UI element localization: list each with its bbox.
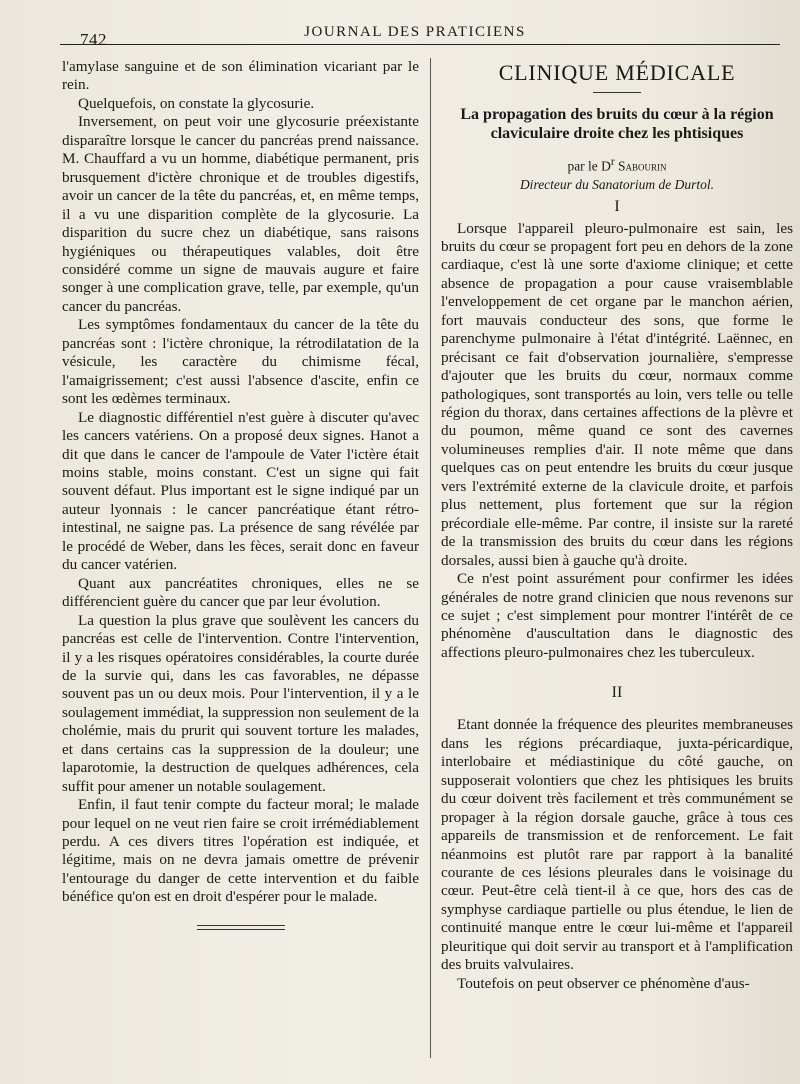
heading-rule: [593, 92, 641, 93]
article-end-rule: [197, 925, 285, 930]
section-number-2: II: [611, 684, 623, 702]
section-heading: CLINIQUE MÉDICALE: [498, 60, 736, 85]
paragraph: Le diagnostic différentiel n'est guère à discuter qu'avec les cancers vatériens. On a proposé deux signes. Hanot a dit que dans le cancer de l'ampoule de Vater l'ictère était moins stable, moins constant. C'est un signe qui fait souvent défaut. Plus important est le signe indiqué par un auteur lyonnais : le cancer pancréatique étant rétro-intestinal, ne saigne pas. La présence de sang révélée par le procédé de Weber, dans les fèces, serait donc en faveur du cancer vatérien.: [62, 408, 419, 574]
paragraph: La question la plus grave que soulèvent les cancers du pancréas est celle de l'intervention. Contre l'intervention, il y a les risques opératoires considérables, la courte durée de la survie qui, dans les cas favorables, ne dépasse souvent pas un ou deux mois. Pour l'intervention, il y a le soulagement immédiat, la suppression non seulement de la cholémie, mais du prurit qui souvent torture les malades, et dans certains cas la suppression de la douleur; une laparotomie, la destruction de quelques adhérences, cela suffit pour amener un notable soulagement.: [62, 611, 419, 795]
left-column: [62, 58, 419, 930]
author-line: [441, 153, 793, 176]
column-divider: [430, 58, 431, 1058]
author-prefix: par le D: [567, 158, 611, 174]
section-gap: [441, 706, 793, 716]
header-rule: [60, 44, 780, 45]
article-title: La propagation des bruits du cœur à la région claviculaire droite chez les phtisiques: [460, 106, 774, 142]
journal-title: JOURNAL DES PRATICIENS: [304, 24, 526, 40]
paragraph: Lorsque l'appareil pleuro-pulmonaire est sain, les bruits du cœur se propagent fort peu en dehors de la zone cardiaque, c'est là une sorte d'axiome clinique; et cette absence de propagation a pour cause vraisemblable l'enveloppement de cet organe par le manchon aérien, fort mauvais conducteur des sons, que forme le parenchyme pulmonaire à l'état d'intégrité. Laënnec, en précisant ce fait d'observation journalière, s'empresse d'ajouter que les bruits du cœur, normaux comme pathologiques, sont transportés au loin, vers telle ou telle région du thorax, dans certaines affections de la plèvre et du poumon, même quand ce sont des cavernes volumineuses remplies d'air. Il note même que dans quelques cas on peut entendre les bruits du cœur jusque vers l'extrémité externe de la clavicule droite, et parfois plus nettement, plus fortement que sur la région précordiale elle-même. Par contre, il insiste sur la rareté de la transmission des bruits du cœur dans les régions dorsales, aussi bien à gauche qu'à droite.: [441, 219, 793, 569]
paragraph: Enfin, il faut tenir compte du facteur moral; le malade pour lequel on ne veut rien faire se croit irrémédiablement perdu. A ces divers titres l'opération est indiquée, et légitime, mais on ne devra jamais omettre de prévenir l'entourage du danger de cette intervention et du faible bénéfice qu'on est en droit d'espérer pour le malade.: [62, 796, 419, 906]
section-number-1: I: [614, 197, 620, 215]
section-gap: [441, 662, 793, 680]
paragraph: Toutefois on peut observer ce phénomène d'aus-: [457, 974, 750, 992]
author-affiliation: Directeur du Sanatorium de Durtol.: [519, 176, 715, 192]
paragraph: Etant donnée la fréquence des pleurites membraneuses dans les régions précardiaque, juxta-péricardique, interlobaire et médiastinique du côté gauche, on supposerait volontiers que chez les phtisiques les bruits du cœur doivent très facilement et très communément se propager à la région dorsale gauche, grâce à tous ces appareils de transmission et de renforcement. Le fait néanmoins est plutôt rare par rapport à la banalité courante de ces lésions pleurales dans le voisinage du cœur. Peut-être celà tient-il à ce que, hors des cas de symphyse cardiaque partielle ou plus étendue, le lien de continuité manque entre le cœur lui-même et l'appareil pleuritique qui doit servir au transport et à l'amplification des bruits valvulaires.: [441, 716, 793, 974]
running-head: [60, 18, 770, 49]
right-column: [441, 58, 793, 993]
page-number: 742: [80, 30, 107, 49]
paragraph: Les symptômes fondamentaux du cancer de la tête du pancréas sont : l'ictère chronique, la rétrodilatation de la vésicule, les caractère du chimisme fécal, l'amaigrissement; c'est aussi l'absence d'ascite, enfin ce sont les œdèmes terminaux.: [62, 316, 419, 408]
paragraph: Quelquefois, on constate la glycosurie.: [78, 94, 315, 112]
paragraph: l'amylase sanguine et de son élimination vicariant par le rein.: [62, 58, 419, 94]
author-title-sup: r: [610, 156, 615, 168]
paragraph: Inversement, on peut voir une glycosurie préexistante disparaître lorsque le cancer du pancréas prend naissance. M. Chauffard a vu un homme, diabétique permanent, pris brusquement d'ictère chronique et de troubles digestifs, avoir un cancer de la tête du pancréas, et, en même temps, il a vu une disparition complète de la glycosurie. La disparition du sucre chez un diabétique, sans raisons hygiéniques ou thérapeutiques valables, doit être considéré comme un signe de mauvais augure et faire songer à une complication grave, telle, par exemple, qu'un cancer du pancréas.: [62, 113, 419, 315]
paragraph: Quant aux pancréatites chroniques, elles ne se différencient guère du cancer que par leur évolution.: [62, 574, 419, 611]
paragraph: Ce n'est point assurément pour confirmer les idées générales de notre grand clinicien que nous revenons sur ce sujet ; c'est simplement pour montrer l'intérêt de ce phénomène d'auscultation dans le diagnostic des affections pleuro-pulmonaires chez les tuberculeux.: [441, 570, 793, 661]
author-name: Sabourin: [618, 158, 667, 174]
